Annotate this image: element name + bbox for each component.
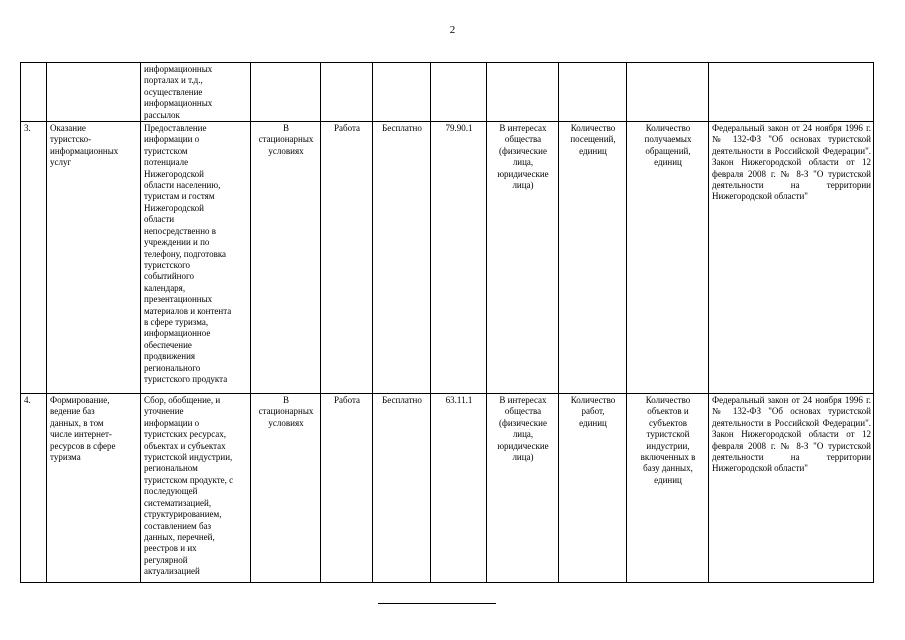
indicator-2-line: получаемых [644,134,692,145]
content-line: регионального [144,362,201,373]
content-line: в сфере туризма, [144,316,209,327]
content-line: объектах и субъектах [144,440,226,451]
content-line: событийного [144,271,194,282]
consumer-line: В интересах [499,395,547,406]
content-line: области населению, [144,180,221,191]
indicator-2-line: индустрии, [646,440,690,451]
content-line: туристам и гостям [144,191,215,202]
consumer-line: общества [504,406,542,417]
content-line: данных, перечней, [144,531,215,542]
indicator-2-line: единиц [654,157,682,168]
content-line: информационное [144,328,211,339]
indicator-1-line: посещений, [570,134,616,145]
content-line: туристском продукте, с [144,474,234,485]
content-line: структурированием, [144,509,222,520]
indicator-2-line: субъектов [648,417,688,428]
content-line: телефону, подготовка [144,248,227,259]
cell-conditions [251,394,321,583]
table-row-continuation [21,63,874,122]
conditions-line: условиях [268,145,304,156]
indicator-1-line: единиц [579,145,607,156]
cell-indicator-1 [559,122,627,394]
content-line: уточнение [144,406,184,417]
content-line: информации о [144,417,200,428]
cell-num [21,63,47,122]
content-line: материалов и контента [144,305,232,316]
name-line: услуг [50,157,72,168]
consumer-line: общества [504,134,542,145]
content-line: обеспечение [144,339,192,350]
content-line: Нижегородской [144,202,204,213]
content-line: туристского [144,259,191,270]
content-line: региональном [144,463,198,474]
name-line: туристско- [50,134,92,145]
cell-okved [431,394,487,583]
table-row [21,122,874,394]
content-line: рассылок [144,109,180,120]
indicator-2-line: обращений, [645,145,691,156]
indicator-2-line: туристской [646,429,690,440]
cell-consumer [487,394,559,583]
law-text: Федеральный закон от 24 ноября 1996 г. № 132-ФЗ "Об основах туристской деятельности в Российской Федерации". Закон Нижегородской области от 12 февраля 2008 г. № 8-З "О туристской деятельности на территории Нижегородской области" [712,123,871,202]
content-line: учреждении и по [144,237,210,248]
indicator-2-line: Количество [645,123,691,134]
footer-rule [378,603,496,604]
content-line: туристского продукта [144,373,228,384]
content-line: туристских ресурсах, [144,429,227,440]
content-line: непосредственно в [144,225,217,236]
name-line: данных, в том [50,417,104,428]
cell-conditions [251,63,321,122]
name-line: Формирование, [50,395,110,406]
name-line: Оказание [50,123,86,134]
indicator-2-line: объектов и [647,406,689,417]
type-text: Работа [334,123,360,134]
cell-okved [431,63,487,122]
cell-indicator-2 [627,63,709,122]
payment-text: Бесплатно [382,123,422,134]
cell-type [321,394,373,583]
cell-type [321,122,373,394]
indicator-1-line: Количество [570,123,616,134]
cell-content [141,394,251,583]
cell-name [47,122,141,394]
cell-payment [373,122,431,394]
cell-consumer [487,122,559,394]
content-line: актуализацией [144,566,200,577]
cell-indicator-1 [559,63,627,122]
consumer-line: лица) [512,452,534,463]
cell-okved [431,122,487,394]
name-line: числе интернет- [50,429,112,440]
content-line: регулярной [144,554,188,565]
consumer-line: лица) [512,180,534,191]
content-line: информационных [144,64,213,74]
table-row [21,394,874,583]
cell-num [21,394,47,583]
services-table [20,62,874,583]
indicator-1-line: Количество [570,395,616,406]
name-line: ресурсов в сфере [50,440,116,451]
content-line: презентационных [144,294,213,305]
consumer-line: В интересах [499,123,547,134]
page-number: 2 [449,24,456,36]
conditions-line: стационарных [258,406,314,417]
cell-type [321,63,373,122]
cell-payment [373,63,431,122]
payment-text: Бесплатно [382,395,422,406]
conditions-line: стационарных [258,134,314,145]
content-line: осуществление [144,86,203,97]
okved-text: 63.11.1 [445,395,473,406]
type-text: Работа [334,395,360,406]
content-line: Предоставление [144,123,207,134]
content-line: информации о [144,134,200,145]
num-text: 3. [24,123,31,134]
content-line: туристской индустрии, [144,452,233,463]
conditions-line: В [282,395,289,406]
content-line: календаря, [144,282,186,293]
consumer-line: юридические [497,440,549,451]
cell-indicator-2 [627,122,709,394]
name-line: информационных [50,145,119,156]
content-line: потенциале [144,157,189,168]
conditions-line: В [282,123,289,134]
law-text: Федеральный закон от 24 ноября 1996 г. № 132-ФЗ "Об основах туристской деятельности в Российской Федерации". Закон Нижегородской области от 12 февраля 2008 г. № 8-З "О туристской деятельности на территории Нижегородской области" [712,395,871,474]
consumer-line: лица, [512,157,534,168]
cell-content [141,63,251,122]
cell-law [709,122,874,394]
content-line: Нижегородской [144,168,204,179]
cell-indicator-1 [559,394,627,583]
indicator-2-line: включенных в [640,452,696,463]
indicator-1-line: единиц [579,417,607,428]
consumer-line: лица, [512,429,534,440]
cell-content [141,122,251,394]
cell-law [709,394,874,583]
content-line: продвижения [144,351,196,362]
consumer-line: (физические [499,417,547,428]
cell-payment [373,394,431,583]
content-line: составлением баз [144,520,212,531]
cell-name [47,63,141,122]
num-text: 4. [24,395,31,406]
conditions-line: условиях [268,417,304,428]
cell-law [709,63,874,122]
name-line: туризма [50,452,81,463]
content-line: последующей [144,486,198,497]
cell-name [47,394,141,583]
content-line: Сбор, обобщение, и [144,395,221,406]
name-line: ведение баз [50,406,95,417]
cell-num [21,122,47,394]
indicator-2-line: Количество [645,395,691,406]
content-line: порталах и т.д., [144,75,203,86]
content-line: области [144,214,175,225]
indicator-2-line: единиц [654,474,682,485]
consumer-line: (физические [499,145,547,156]
content-line: информационных [144,98,213,109]
indicator-1-line: работ, [581,406,605,417]
content-line: туристском [144,145,188,156]
consumer-line: юридические [497,168,549,179]
content-line: систематизацией, [144,497,212,508]
indicator-2-line: базу данных, [643,463,693,474]
cell-consumer [487,63,559,122]
okved-text: 79.90.1 [445,123,473,134]
cell-indicator-2 [627,394,709,583]
content-line: реестров и их [144,543,197,554]
cell-conditions [251,122,321,394]
